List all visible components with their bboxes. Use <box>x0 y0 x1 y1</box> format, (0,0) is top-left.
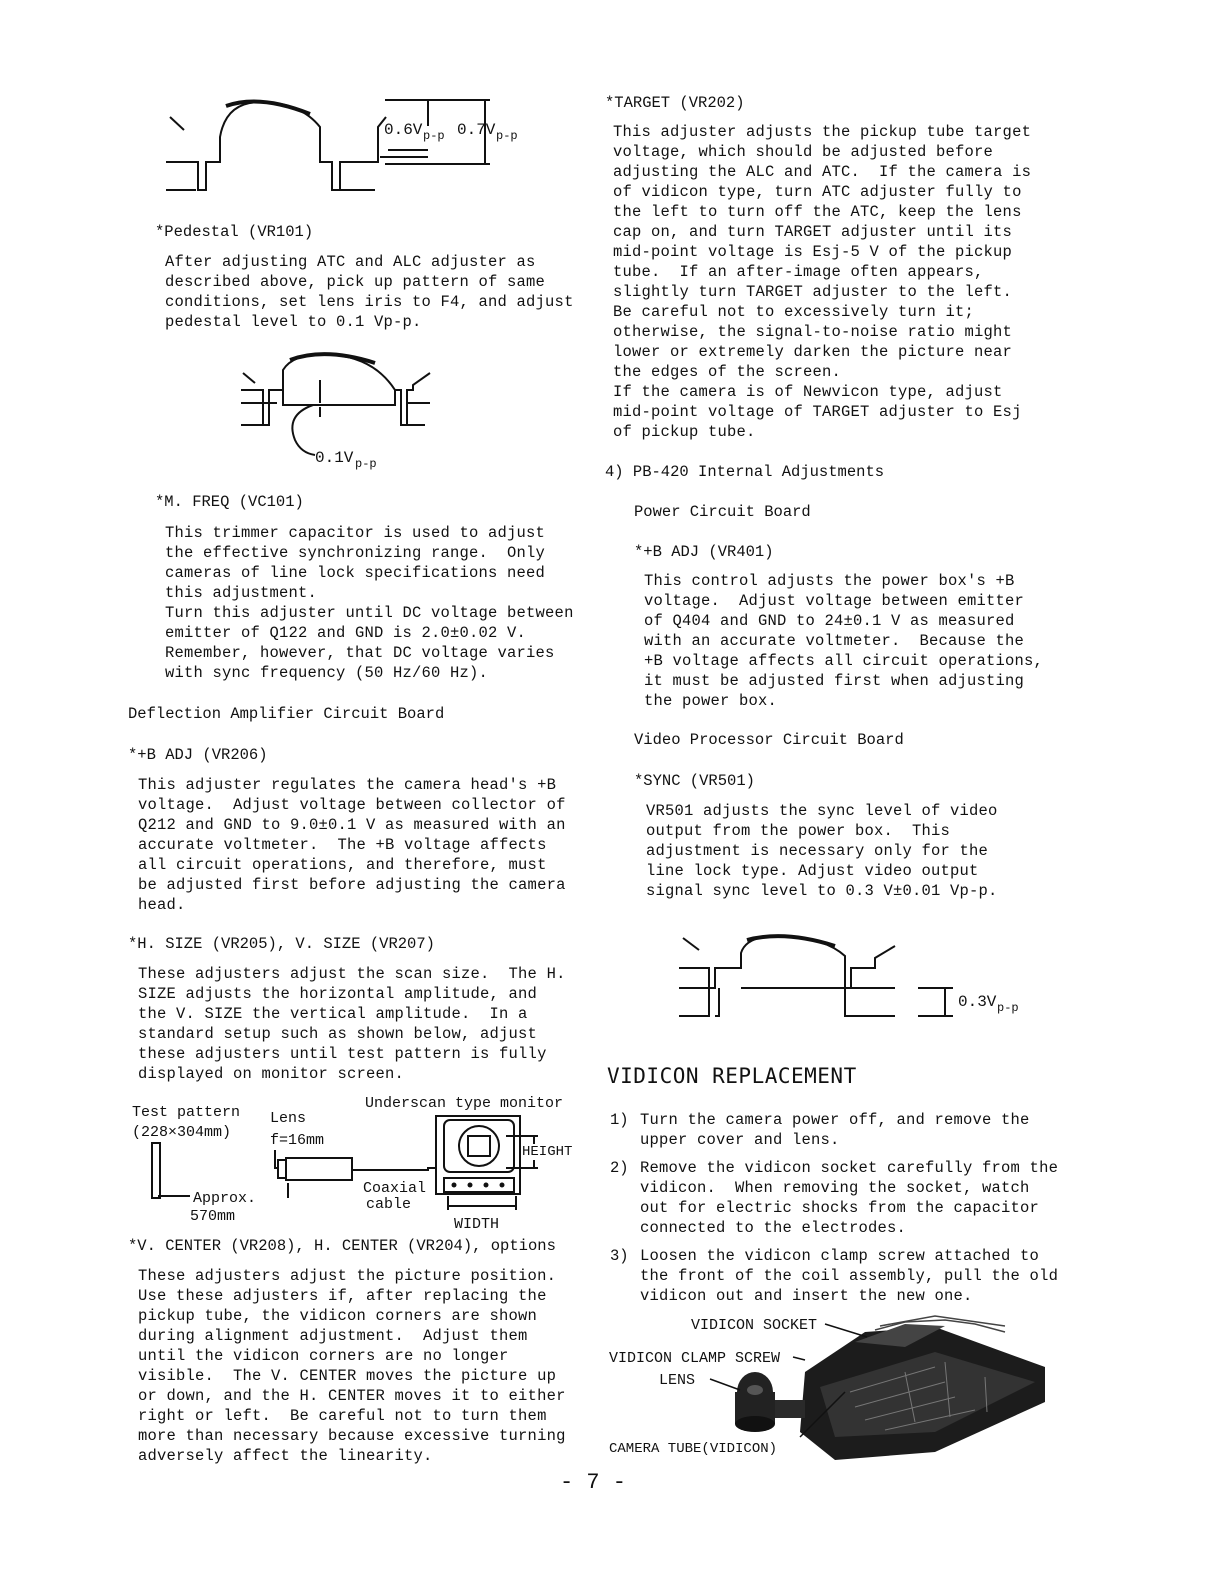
video-board-heading: Video Processor Circuit Board <box>634 731 904 749</box>
step-2-num: 2) <box>610 1159 629 1177</box>
target-body: This adjuster adjusts the pickup tube target voltage, which should be adjusted before adjusting the ALC and ATC. If the camera is of vidicon type, turn ATC adjuster fully to the left to turn off the ATC, keep the lens cap on, and turn TARGET adjuster until its mid-point voltage is Esj-5 V of the pickup tube. If an after-image often appears, slightly turn TARGET adjuster to the left. Be careful not to excessively turn it; otherwise, the signal-to-noise ratio might lower or extremely darken the picture near the edges of the screen. If the camera is of Newvicon type, adjust mid-point voltage of TARGET adjuster to Esj of pickup tube. <box>613 123 1032 441</box>
step-1-num: 1) <box>610 1111 629 1129</box>
step-3-text: Loosen the vidicon clamp screw attached to the front of the coil assembly, pull the old vidicon out and insert the new one. <box>640 1247 1059 1305</box>
step-3-num: 3) <box>610 1247 629 1265</box>
tube-label: CAMERA TUBE(VIDICON) <box>609 1441 778 1457</box>
badj401-heading: *+B ADJ (VR401) <box>634 543 774 561</box>
label-01v-sub: p-p <box>355 457 377 470</box>
vidicon-photo <box>605 1312 1055 1462</box>
coaxial-label: Coaxial <box>363 1180 427 1197</box>
clamp-label: VIDICON CLAMP SCREW <box>609 1350 781 1367</box>
distance-label: 570mm <box>190 1208 236 1225</box>
label-01v: 0.1V <box>315 449 354 467</box>
step-1-text: Turn the camera power off, and remove the upper cover and lens. <box>640 1111 1030 1149</box>
page-number: - 7 - <box>560 1470 627 1495</box>
cable-label: cable <box>366 1196 412 1213</box>
deflection-heading: Deflection Amplifier Circuit Board <box>128 705 445 723</box>
test-pattern-label: Test pattern <box>132 1104 241 1121</box>
lens-photo-label: LENS <box>659 1372 696 1389</box>
mfreq-body: This trimmer capacitor is used to adjust the effective synchronizing range. Only cameras of line lock specifications need this adjustment. Turn this adjuster until DC voltage between emitter of Q122 and GND is 2.0±0.02 V. Remember, however, that DC voltage varies with sync frequency (50 Hz/60 Hz). <box>165 524 574 682</box>
waveform-video-level <box>160 92 540 202</box>
pb420-heading: 4) PB-420 Internal Adjustments <box>605 463 885 481</box>
approx-label: Approx. <box>193 1190 257 1207</box>
waveform-pedestal <box>235 345 455 470</box>
test-size-label: (228×304mm) <box>132 1124 232 1141</box>
sync-heading: *SYNC (VR501) <box>634 772 755 790</box>
label-06v-sub: p-p <box>423 129 445 143</box>
socket-label: VIDICON SOCKET <box>691 1317 818 1334</box>
setup-diagram <box>128 1088 588 1238</box>
target-heading: *TARGET (VR202) <box>605 94 745 112</box>
lens-label: Lens <box>270 1110 307 1127</box>
power-board-heading: Power Circuit Board <box>634 503 811 521</box>
waveform-sync <box>675 928 1055 1023</box>
pedestal-heading: *Pedestal (VR101) <box>155 223 314 241</box>
badj206-body: This adjuster regulates the camera head's +B voltage. Adjust voltage between collector of Q212 and GND to 9.0±0.1 V as measured with an accurate voltmeter. The +B voltage affects all circuit operations, and therefore, must be adjusted first before adjusting the camera head. <box>138 776 566 914</box>
hsize-heading: *H. SIZE (VR205), V. SIZE (VR207) <box>128 935 435 953</box>
vcenter-heading: *V. CENTER (VR208), H. CENTER (VR204), options <box>128 1237 556 1255</box>
mfreq-heading: *M. FREQ (VC101) <box>155 493 304 511</box>
width-label: WIDTH <box>454 1216 500 1233</box>
label-07v: 0.7V <box>457 121 496 139</box>
label-07v-sub: p-p <box>496 129 518 143</box>
vcenter-body: These adjusters adjust the picture position. Use these adjusters if, after replacing the pickup tube, the vidicon corners are shown during alignment adjustment. Adjust them until the vidicon corners are no longer visible. The V. CENTER moves the picture up or down, and the H. CENTER moves it to either right or left. Be careful not to turn them more than necessary because excessive turning adversely affect the linearity. <box>138 1267 566 1465</box>
monitor-label: Underscan type monitor <box>365 1095 564 1112</box>
label-03v-sub: p-p <box>997 1001 1019 1015</box>
pedestal-body: After adjusting ATC and ALC adjuster as described above, pick up pattern of same conditions, set lens iris to F4, and adjust pedestal level to 0.1 Vp-p. <box>165 253 574 331</box>
label-03v: 0.3V <box>958 993 997 1011</box>
focal-label: f=16mm <box>270 1132 325 1149</box>
badj206-heading: *+B ADJ (VR206) <box>128 746 268 764</box>
badj401-body: This control adjusts the power box's +B voltage. Adjust voltage between emitter of Q404 and GND to 24±0.1 V as measured with an accurate voltmeter. Because the +B voltage affects all circuit operations, it must be adjusted first when adjusting the power box. <box>644 572 1044 710</box>
height-label: HEIGHT <box>522 1144 573 1160</box>
hsize-body: These adjusters adjust the scan size. The H. SIZE adjusts the horizontal amplitude, and the V. SIZE the vertical amplitude. In a standard setup such as shown below, adjust these adjusters until test pattern is fully displayed on monitor screen. <box>138 965 566 1083</box>
step-2-text: Remove the vidicon socket carefully from the vidicon. When removing the socket, watch out for electric shocks from the capacitor connected to the electrodes. <box>640 1159 1059 1237</box>
vidicon-title: VIDICON REPLACEMENT <box>607 1064 857 1088</box>
label-06v: 0.6V <box>384 121 423 139</box>
sync-body: VR501 adjusts the sync level of video output from the power box. This adjustment is necessary only for the line lock type. Adjust video output signal sync level to 0.3 V±0.01 Vp-p. <box>646 802 998 900</box>
